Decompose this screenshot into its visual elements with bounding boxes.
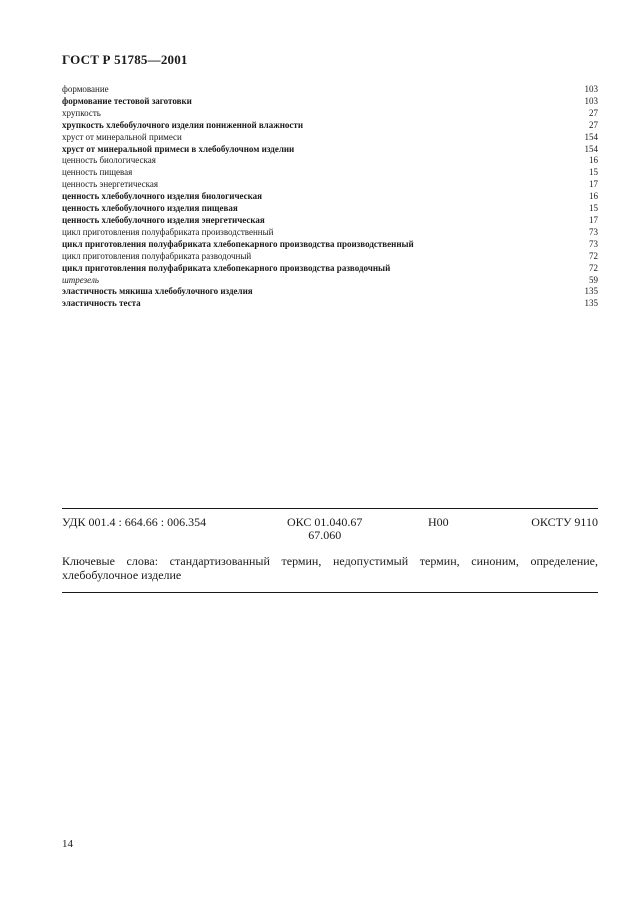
index-row — [62, 286, 598, 298]
index-page: 59 — [589, 274, 598, 285]
index-page: 73 — [589, 238, 598, 249]
index-page: 103 — [584, 84, 598, 94]
index-page: 15 — [589, 203, 598, 214]
index-term: ценность биологическая — [62, 155, 156, 166]
index-page: 135 — [584, 298, 598, 309]
index-row — [62, 251, 598, 263]
index-page: 16 — [589, 155, 598, 166]
index-row — [62, 263, 598, 275]
index-row — [62, 215, 598, 227]
index-term: ценность пищевая — [62, 167, 133, 178]
index-row — [62, 179, 598, 191]
index-row — [62, 203, 598, 215]
index-row — [62, 144, 598, 156]
term-index — [62, 84, 598, 310]
index-row — [62, 132, 598, 144]
index-term: эластичность теста — [62, 298, 141, 309]
index-row — [62, 239, 598, 251]
index-term: хрупкость хлебобулочного изделия пониженной влажности — [62, 119, 304, 130]
okstu-code: ОКСТУ 9110 — [531, 515, 598, 529]
index-page: 27 — [589, 107, 598, 118]
index-page: 154 — [584, 143, 598, 154]
index-page: 73 — [589, 226, 598, 237]
index-page: 17 — [589, 179, 598, 190]
document-header: ГОСТ Р 51785—2001 — [62, 52, 188, 67]
index-term: цикл приготовления полуфабриката разводочный — [62, 250, 252, 261]
index-term: формование — [62, 84, 109, 94]
oks-code-line1: ОКС 01.040.67 — [287, 515, 363, 529]
index-row — [62, 84, 598, 96]
index-page: 27 — [589, 119, 598, 130]
group-code: Н00 — [428, 515, 449, 529]
divider-top — [62, 508, 598, 509]
index-term: ценность хлебобулочного изделия биологическая — [62, 191, 263, 202]
index-row — [62, 155, 598, 167]
index-term: хруст от минеральной примеси в хлебобулочном изделии — [62, 143, 295, 154]
index-page: 154 — [584, 131, 598, 142]
index-row — [62, 275, 598, 287]
index-term: ценность энергетическая — [62, 179, 159, 190]
index-page: 72 — [589, 250, 598, 261]
oks-code-line2: 67.060 — [308, 528, 342, 542]
index-term: эластичность мякиша хлебобулочного изделия — [62, 286, 253, 297]
index-row — [62, 167, 598, 179]
index-term: ценность хлебобулочного изделия пищевая — [62, 203, 238, 214]
index-row — [62, 96, 598, 108]
index-term: хрупкость — [62, 107, 101, 118]
index-row — [62, 191, 598, 203]
index-page: 16 — [589, 191, 598, 202]
index-term: ценность хлебобулочного изделия энергетическая — [62, 214, 265, 225]
index-term: цикл приготовления полуфабриката хлебопекарного производства разводочный — [62, 262, 391, 273]
divider-bottom — [62, 592, 598, 593]
index-page: 103 — [584, 95, 598, 106]
index-row — [62, 298, 598, 310]
index-term: цикл приготовления полуфабриката хлебопекарного производства производственный — [62, 238, 414, 249]
index-page: 72 — [589, 262, 598, 273]
udk-code: УДК 001.4 : 664.66 : 006.354 — [62, 515, 207, 529]
index-page: 17 — [589, 214, 598, 225]
oks-code — [287, 516, 362, 542]
index-term: хруст от минеральной примеси — [62, 131, 182, 142]
index-term: формование тестовой заготовки — [62, 95, 192, 106]
index-row — [62, 227, 598, 239]
index-term: штрезель — [62, 274, 99, 285]
index-row — [62, 108, 598, 120]
index-page: 15 — [589, 167, 598, 178]
page-number: 14 — [62, 838, 73, 850]
index-term: цикл приготовления полуфабриката производственный — [62, 226, 274, 237]
keywords: Ключевые слова: стандартизованный термин, недопустимый термин, синоним, определение, хлебобулочное изделие — [62, 554, 598, 582]
index-page: 135 — [584, 286, 598, 297]
index-row — [62, 120, 598, 132]
